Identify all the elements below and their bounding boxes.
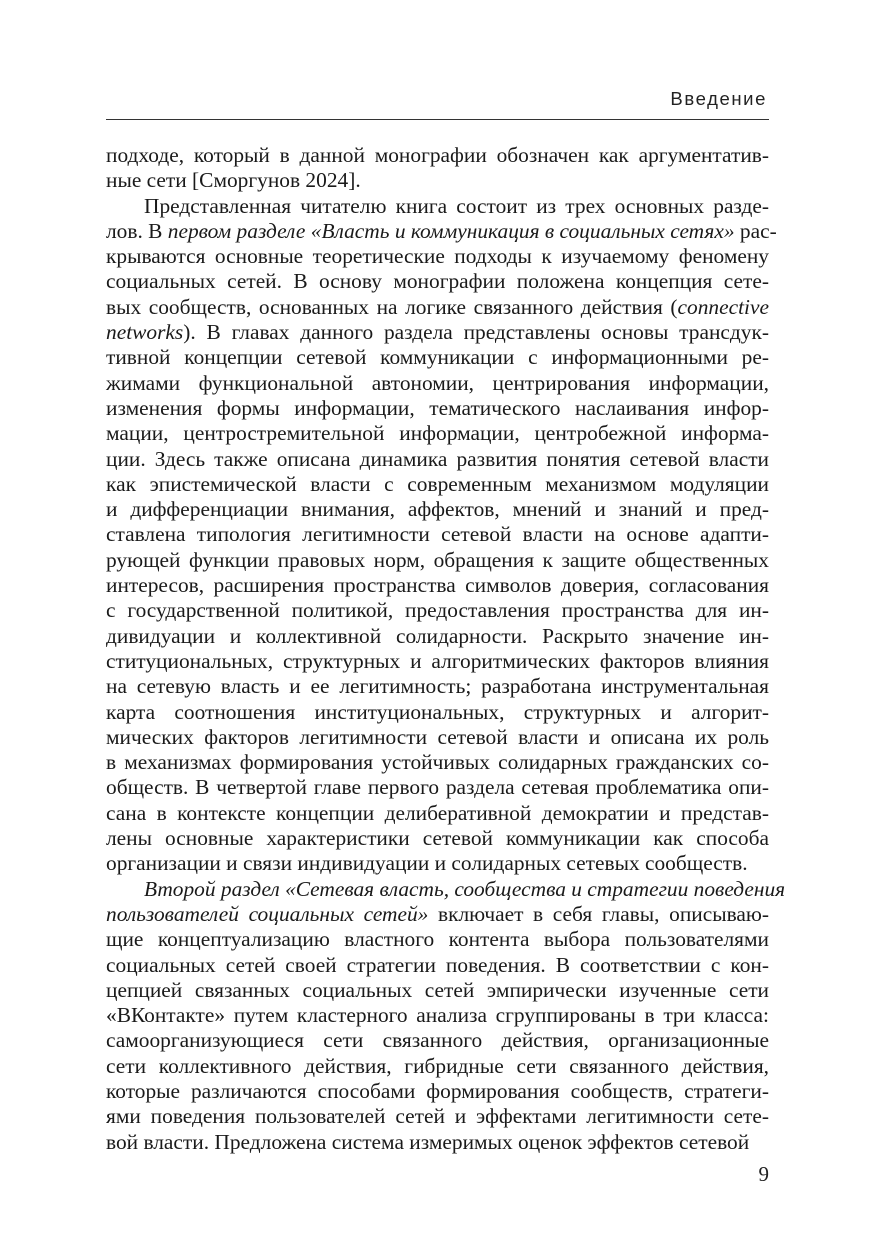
body-text [106, 143, 786, 1155]
text-line [106, 1028, 769, 1053]
italic-text: Второй раздел «Сетевая власть, сообщества и стратегии поведения [144, 876, 786, 901]
text-line [106, 345, 769, 370]
text-run: мических факторов легитимности сетевой власти и описана их роль [106, 724, 769, 749]
text-run: как эпистемической власти с современным механизмом модуляции [106, 471, 769, 496]
text-line [106, 497, 769, 522]
text-run: Представленная читателю книга состоит из трех основных разде- [144, 193, 769, 218]
paragraph [106, 193, 777, 877]
text-line [106, 1054, 769, 1079]
text-run: лены основные характеристики сетевой коммуникации как способа [106, 826, 769, 851]
text-line [106, 953, 769, 978]
text-line [106, 598, 769, 623]
text-line [106, 674, 769, 699]
running-head: Введение [670, 88, 767, 109]
text-run: ные сети [Сморгунов 2024]. [106, 168, 361, 193]
text-line [106, 902, 769, 927]
italic-text: networks [106, 320, 184, 345]
text-line [106, 421, 769, 446]
text-line [106, 649, 769, 674]
text-line [106, 396, 769, 421]
text-line [106, 295, 769, 320]
text-line [106, 218, 777, 244]
text-run: изменения формы информации, тематического наслаивания инфор- [106, 395, 769, 420]
text-line [106, 371, 769, 396]
text-line [106, 320, 769, 345]
text-run: «ВКонтакте» путем кластерного анализа сгруппированы в три класса: [106, 1003, 769, 1028]
text-run: интересов, расширения пространства символов доверия, согласования [106, 573, 769, 598]
text-line [106, 851, 769, 876]
paragraph [106, 876, 786, 1155]
text-run: ституциональных, структурных и алгоритмических факторов влияния [106, 648, 769, 673]
text-run: рующей функции правовых норм, обращения к защите общественных [106, 547, 769, 572]
text-run: социальных сетей своей стратегии поведения. В соответствии с кон- [106, 952, 769, 977]
text-run: жимами функциональной автономии, центрирования информации, [106, 370, 769, 395]
text-run: дивидуации и коллективной солидарности. Раскрыто значение ин- [106, 623, 769, 648]
text-line [106, 1104, 769, 1129]
italic-text: connective [677, 294, 769, 319]
text-line [106, 876, 786, 902]
page-number: 9 [758, 1162, 769, 1186]
text-run: крываются основные теоретические подходы к изучаемому феномену [106, 244, 769, 269]
text-run: социальных сетей. В основу монографии положена концепция сете- [106, 269, 769, 294]
text-run: и дифференциации внимания, аффектов, мнений и знаний и пред- [106, 497, 769, 522]
text-run: ции. Здесь также описана динамика развития понятия сетевой власти [106, 446, 769, 471]
text-run: с государственной политикой, предоставления пространства для ин- [106, 598, 769, 623]
text-run: щие концептуализацию властного контента выбора пользователями [106, 927, 769, 952]
text-line [106, 700, 769, 725]
text-line [106, 573, 769, 598]
text-run: на сетевую власть и ее легитимность; разработана инструментальная [106, 674, 769, 699]
text-line [106, 775, 769, 800]
header-rule [106, 119, 769, 120]
text-line [106, 548, 769, 573]
text-line [106, 624, 769, 649]
text-line [106, 725, 769, 750]
text-run: которые различаются способами формирования сообществ, стратеги- [106, 1078, 769, 1103]
text-run: тивной концепции сетевой коммуникации с информационными ре- [106, 345, 769, 370]
text-run: карта соотношения институциональных, структурных и алгорит- [106, 699, 769, 724]
text-line [106, 522, 769, 547]
italic-text: первом разделе «Власть и коммуникация в социальных сетях» [167, 218, 735, 243]
text-line [106, 472, 769, 497]
text-run: организации и связи индивидуации и солидарных сетевых сообществ. [106, 851, 748, 876]
text-run: цепцией связанных социальных сетей эмпирически изученные сети [106, 977, 769, 1002]
text-run: ями поведения пользователей сетей и эффектами легитимности сете- [106, 1104, 769, 1129]
text-run: вой власти. Предложена система измеримых оценок эффектов сетевой [106, 1129, 750, 1154]
text-line [106, 1079, 769, 1104]
text-run: сана в контексте концепции делиберативной демократии и представ- [106, 800, 769, 825]
text-run: в механизмах формирования устойчивых солидарных гражданских со- [106, 750, 769, 775]
text-line [106, 826, 769, 851]
text-line [106, 194, 769, 219]
text-line [106, 143, 769, 168]
text-line [106, 1130, 769, 1155]
text-run: лов. В [106, 218, 168, 243]
italic-text: пользователей социальных сетей» [106, 901, 429, 926]
text-line [106, 927, 769, 952]
text-line [106, 168, 769, 193]
text-line [106, 801, 769, 826]
text-run: мации, центростремительной информации, центробежной информа- [106, 421, 769, 446]
text-run: сети коллективного действия, гибридные сети связанного действия, [106, 1053, 769, 1078]
text-run: ставлена типология легитимности сетевой власти на основе адапти- [106, 522, 769, 547]
text-line [106, 1003, 769, 1028]
paragraph [106, 143, 769, 194]
text-run: рас- [734, 218, 777, 243]
text-line [106, 978, 769, 1003]
text-run: вых сообществ, основанных на логике связанного действия ( [106, 294, 678, 319]
text-run: обществ. В четвертой главе первого раздела сетевая проблематика опи- [106, 775, 769, 800]
text-line [106, 750, 769, 775]
text-run: подходе, который в данной монографии обозначен как аргументатив- [106, 143, 769, 167]
text-run: включает в себя главы, описываю- [428, 901, 769, 926]
text-line [106, 447, 769, 472]
text-run: ). В главах данного раздела представлены основы трансдук- [183, 320, 769, 345]
text-run: самоорганизующиеся сети связанного действия, организационные [106, 1028, 769, 1053]
text-line [106, 269, 769, 294]
text-line [106, 244, 769, 269]
